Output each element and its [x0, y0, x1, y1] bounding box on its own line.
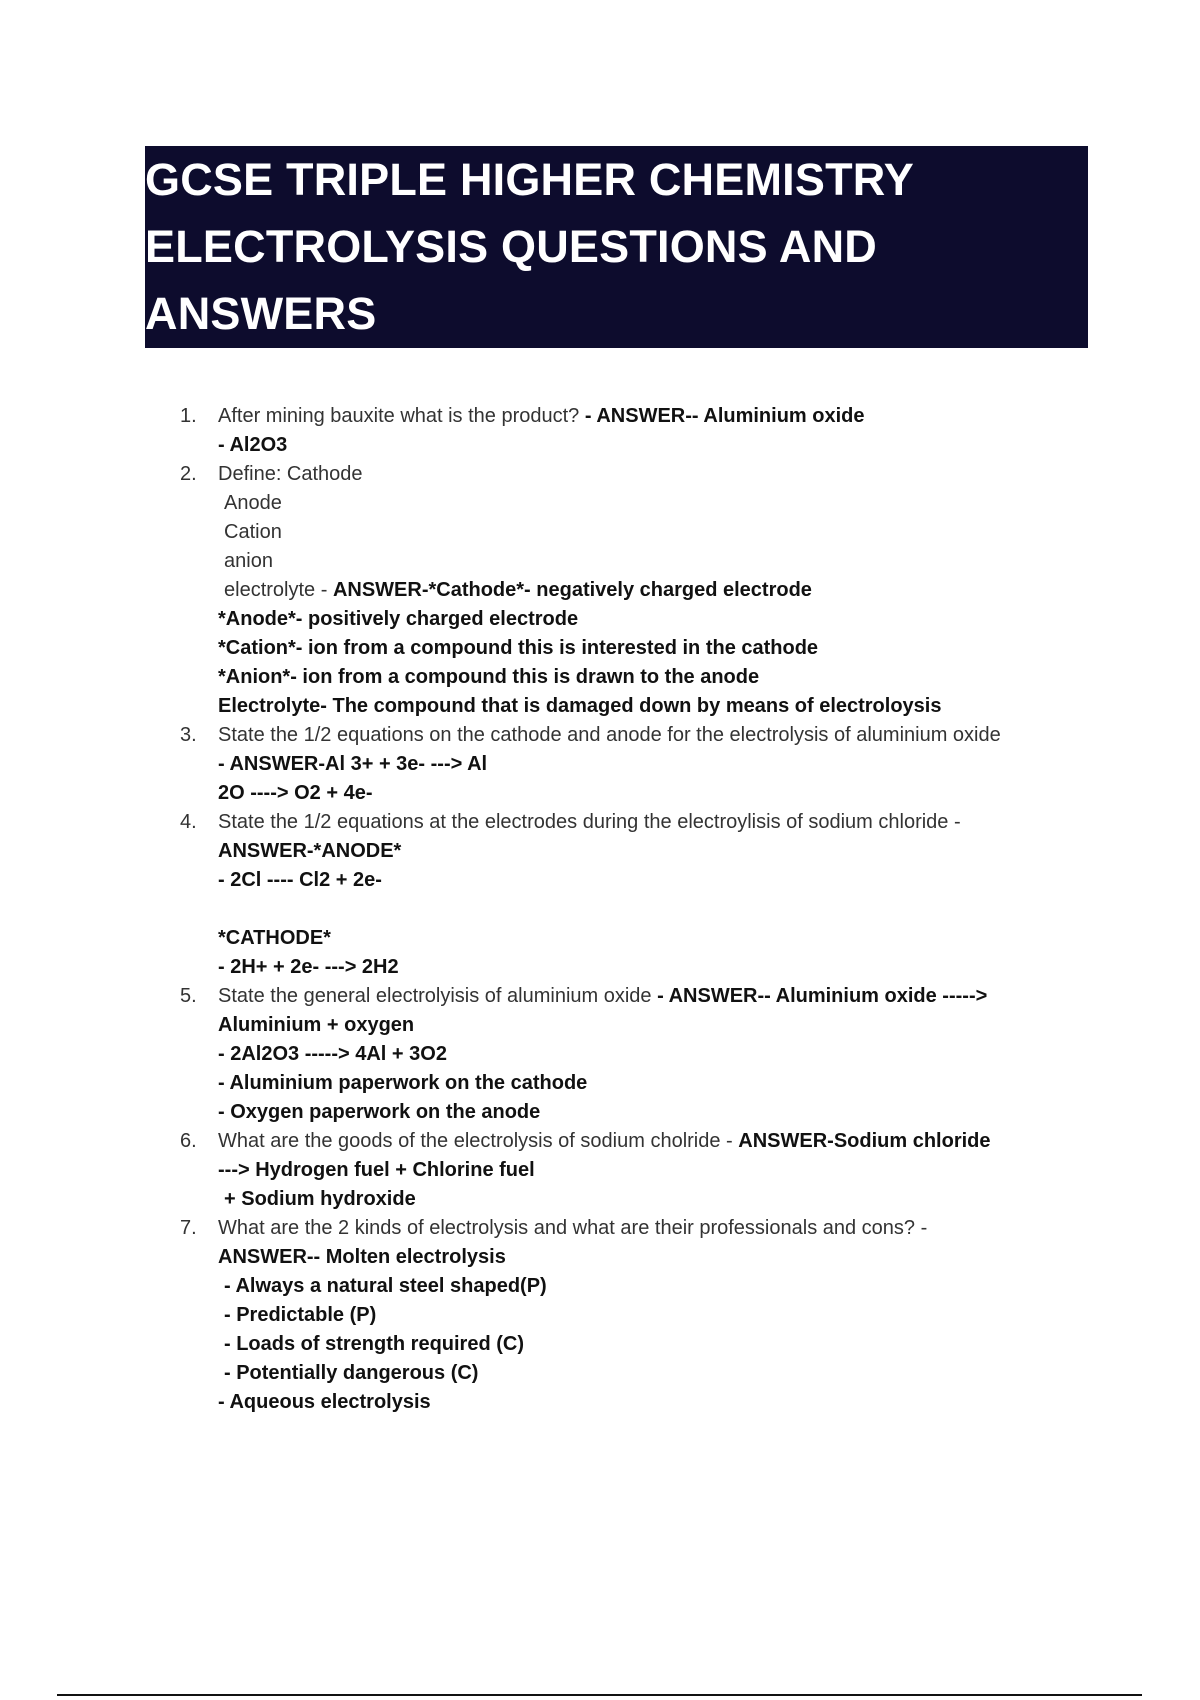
- item-number: 7.: [180, 1217, 197, 1239]
- qa-item: [0, 1214, 1200, 1417]
- question-text: Define: Cathode: [218, 463, 363, 485]
- item-line: [218, 808, 1200, 837]
- item-line: [218, 402, 1200, 431]
- answer-text: - Loads of strength required (C): [224, 1333, 524, 1355]
- item-line: [218, 1243, 1200, 1272]
- answer-text: - Al2O3: [218, 434, 288, 456]
- answer-text: + Sodium hydroxide: [224, 1188, 416, 1210]
- answer-text: - Aqueous electrolysis: [218, 1391, 431, 1413]
- item-line: [224, 1359, 1200, 1388]
- item-line: [218, 866, 1200, 895]
- item-number: 1.: [180, 405, 197, 427]
- item-line: [218, 982, 1200, 1011]
- item-line: [218, 1156, 1200, 1185]
- answer-text: 2O ----> O2 + 4e-: [218, 782, 373, 804]
- item-line: [224, 1185, 1200, 1214]
- item-line: [224, 1301, 1200, 1330]
- item-line: [224, 576, 1200, 605]
- question-text: State the 1/2 equations at the electrodes during the electroylisis of sodium chloride -: [218, 811, 961, 833]
- answer-text: *Cation*- ion from a compound this is interested in the cathode: [218, 637, 819, 659]
- item-line: [218, 431, 1200, 460]
- item-line: [224, 1330, 1200, 1359]
- item-line: [224, 489, 1200, 518]
- item-line: [218, 779, 1200, 808]
- question-text: After mining bauxite what is the product?: [218, 405, 585, 427]
- item-number: 6.: [180, 1130, 197, 1152]
- item-number: 5.: [180, 985, 197, 1007]
- answer-text: ANSWER-*ANODE*: [218, 840, 402, 862]
- item-line: [224, 1272, 1200, 1301]
- answer-text: - ANSWER-Al 3+ + 3e- ---> Al: [218, 753, 488, 775]
- item-line: [224, 518, 1200, 547]
- item-number: 2.: [180, 463, 197, 485]
- qa-item: [0, 982, 1200, 1127]
- item-line: [218, 460, 1200, 489]
- answer-text: ANSWER-Sodium chloride: [738, 1130, 991, 1152]
- qa-item: [0, 460, 1200, 721]
- question-text: State the general electrolyisis of aluminium oxide: [218, 985, 658, 1007]
- title-line-3: ANSWERS: [145, 288, 377, 339]
- answer-text: *CATHODE*: [218, 927, 331, 949]
- answer-text: *Anode*- positively charged electrode: [218, 608, 579, 630]
- item-number: 3.: [180, 724, 197, 746]
- qa-item: [0, 402, 1200, 460]
- answer-text: ANSWER-- Molten electrolysis: [218, 1246, 506, 1268]
- question-text: What are the 2 kinds of electrolysis and what are their professionals and cons? -: [218, 1217, 928, 1239]
- answer-text: - Potentially dangerous (C): [224, 1362, 479, 1384]
- answer-text: - Oxygen paperwork on the anode: [218, 1101, 541, 1123]
- item-line: [218, 1214, 1200, 1243]
- question-text: Cation: [224, 521, 282, 543]
- item-line: [218, 721, 1200, 750]
- answer-text: - 2Cl ---- Cl2 + 2e-: [218, 869, 382, 891]
- item-line: [218, 750, 1200, 779]
- item-number: 4.: [180, 811, 197, 833]
- item-line: [218, 1388, 1200, 1417]
- qa-item: [0, 808, 1200, 982]
- answer-text: - Always a natural steel shaped(P): [224, 1275, 547, 1297]
- answer-text: ANSWER-*Cathode*- negatively charged electrode: [332, 579, 812, 601]
- document-title-banner: [145, 146, 1088, 348]
- answer-text: - ANSWER-- Aluminium oxide: [584, 405, 865, 427]
- answer-text: *Anion*- ion from a compound this is drawn to the anode: [218, 666, 760, 688]
- item-line: [218, 692, 1200, 721]
- answer-text: - Aluminium paperwork on the cathode: [218, 1072, 588, 1094]
- answer-text: - 2H+ + 2e- ---> 2H2: [218, 956, 399, 978]
- answer-text: Aluminium + oxygen: [218, 1014, 415, 1036]
- item-line: [218, 837, 1200, 866]
- question-text: State the 1/2 equations on the cathode and anode for the electrolysis of aluminium oxide: [218, 724, 1001, 746]
- qa-item: [0, 721, 1200, 808]
- question-text: What are the goods of the electrolysis of sodium cholride -: [218, 1130, 739, 1152]
- answer-text: ---> Hydrogen fuel + Chlorine fuel: [218, 1159, 535, 1181]
- item-line: [218, 1098, 1200, 1127]
- footer-divider: [57, 1694, 1142, 1696]
- question-text: anion: [224, 550, 273, 572]
- item-line: [218, 1040, 1200, 1069]
- question-answer-list: [0, 402, 1200, 1417]
- title-line-2: ELECTROLYSIS QUESTIONS AND: [145, 221, 877, 272]
- item-line: [218, 1069, 1200, 1098]
- answer-text: - Predictable (P): [224, 1304, 377, 1326]
- item-line: [218, 953, 1200, 982]
- question-text: Anode: [224, 492, 282, 514]
- question-text: electrolyte -: [224, 579, 333, 601]
- item-line: [218, 1127, 1200, 1156]
- item-line: [218, 605, 1200, 634]
- answer-text: - ANSWER-- Aluminium oxide ----->: [657, 985, 988, 1007]
- item-line: [218, 663, 1200, 692]
- item-line: [218, 634, 1200, 663]
- answer-text: Electrolyte- The compound that is damaged down by means of electroloysis: [218, 695, 942, 717]
- item-line: [218, 895, 1200, 924]
- item-line: [218, 924, 1200, 953]
- item-line: [218, 1011, 1200, 1040]
- title-line-1: GCSE TRIPLE HIGHER CHEMISTRY: [145, 154, 914, 205]
- qa-item: [0, 1127, 1200, 1214]
- item-line: [224, 547, 1200, 576]
- answer-text: - 2Al2O3 -----> 4Al + 3O2: [218, 1043, 447, 1065]
